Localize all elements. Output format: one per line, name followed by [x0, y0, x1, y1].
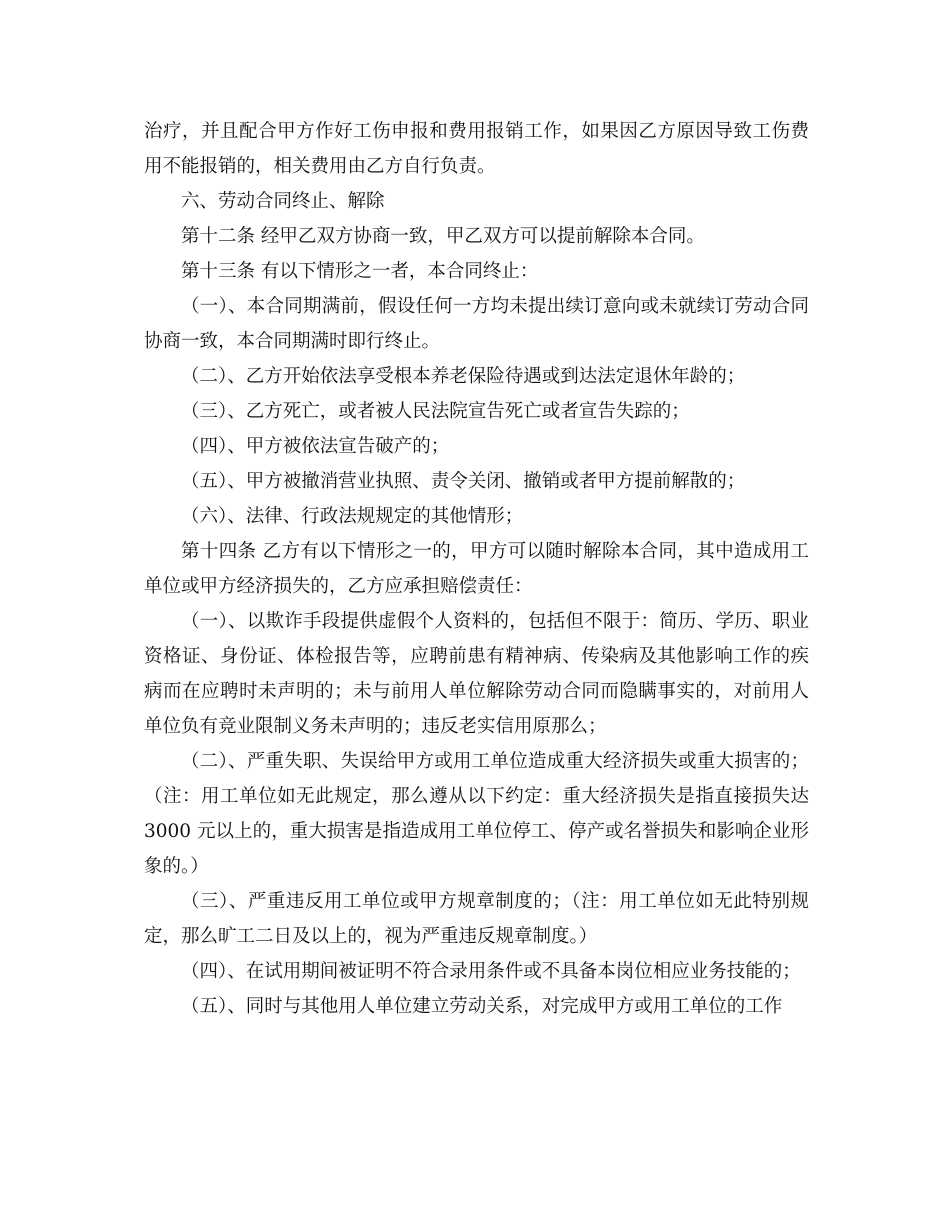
section-heading-termination: 六、劳动合同终止、解除 — [181, 191, 385, 212]
article-14: 第十四条 乙方有以下情形之一的，甲方可以随时解除本合同，其中造成用工单位或甲方经济损失的，乙方应承担赔偿责任： — [144, 541, 809, 597]
article-14-item-1: （一）、以欺诈手段提供虚假个人资料的，包括但不限于：简历、学历、职业资格证、身份证、体检报告等，应聘前患有精神病、传染病及其他影响工作的疾病而在应聘时未声明的；未与前用人单位解除劳动合同而隐瞒事实的，对前用人单位负有竞业限制义务未声明的；违反老实信用原那么； — [144, 611, 809, 737]
article-14-item-2: （二）、严重失职、失误给甲方或用工单位造成重大经济损失或重大损害的；（注：用工单位如无此规定，那么遵从以下约定：重大经济损失是指直接损失达 3000 元以上的，重大损害是指造成用工单位停工、停产或名誉损失和影响企业形象的。） — [144, 751, 809, 877]
article-14-item-4: （四）、在试用期间被证明不符合录用条件或不具备本岗位相应业务技能的； — [181, 961, 801, 982]
contract-body — [144, 114, 809, 1024]
article-13-item-5: （五）、甲方被撤消营业执照、责令关闭、撤销或者甲方提前解散的； — [181, 471, 746, 492]
article-13-item-6: （六）、法律、行政法规规定的其他情形； — [181, 506, 524, 527]
article-14-item-3: （三）、严重违反用工单位或甲方规章制度的；（注：用工单位如无此特别规定，那么旷工二日及以上的，视为严重违反规章制度。） — [144, 891, 809, 947]
article-13-item-4: （四）、甲方被依法宣告破产的； — [181, 436, 450, 457]
article-12: 第十二条 经甲乙双方协商一致，甲乙双方可以提前解除本合同。 — [181, 226, 705, 247]
article-14-item-5: （五）、同时与其他用人单位建立劳动关系，对完成甲方或用工单位的工作 — [181, 996, 783, 1017]
article-13-item-3: （三）、乙方死亡，或者被人民法院宣告死亡或者宣告失踪的； — [181, 401, 690, 422]
article-13-item-1: （一）、本合同期满前，假设任何一方均未提出续订意向或未就续订劳动合同协商一致，本合同期满时即行终止。 — [144, 296, 809, 352]
article-13: 第十三条 有以下情形之一者，本合同终止： — [181, 261, 539, 282]
article-13-item-2: （二）、乙方开始依法享受根本养老保险待遇或到达法定退休年龄的； — [181, 366, 746, 387]
paragraph-injury-cost: 治疗，并且配合甲方作好工伤申报和费用报销工作，如果因乙方原因导致工伤费用不能报销的，相关费用由乙方自行负责。 — [144, 121, 809, 177]
